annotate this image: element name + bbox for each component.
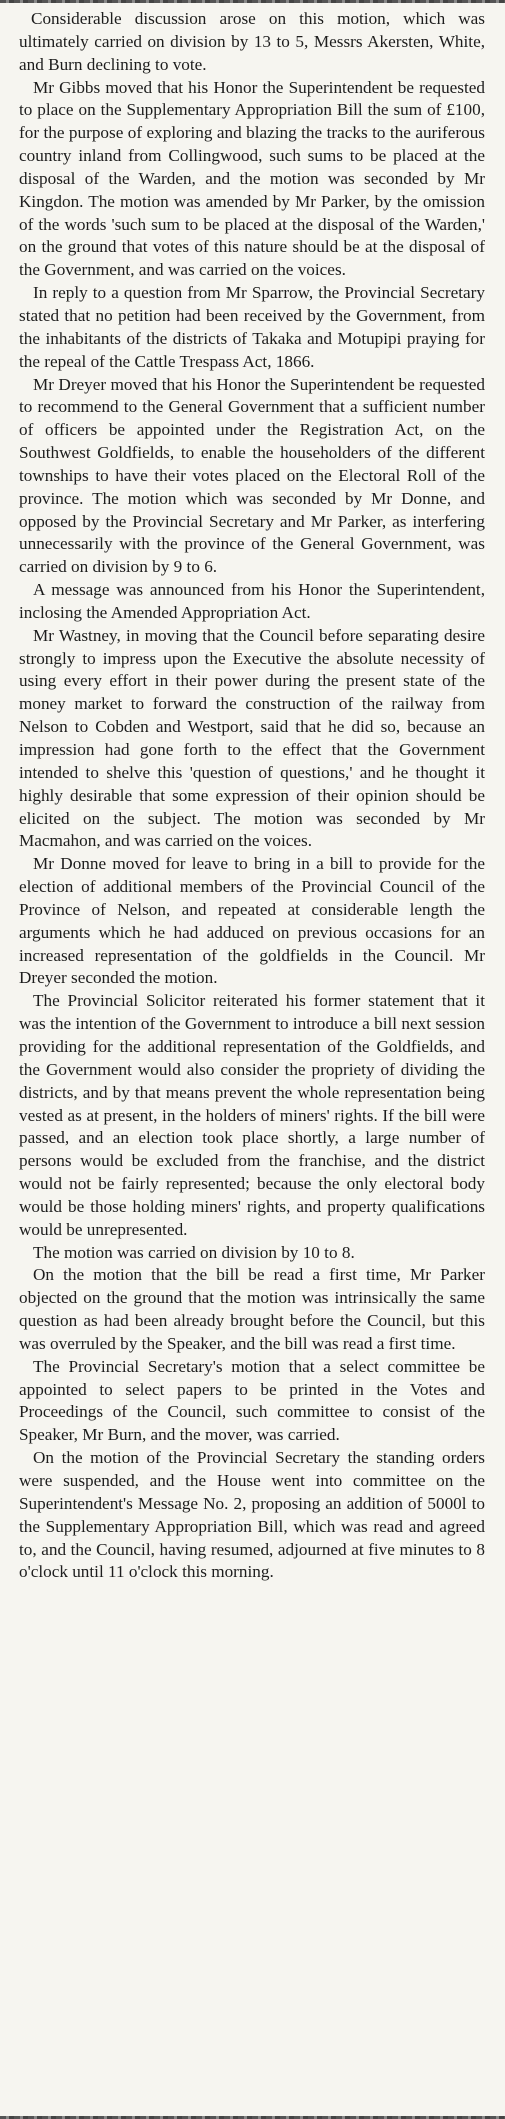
- paragraph-division-vote: Considerable discussion arose on this motion, which was ultimately carried on division by 13 to 5, Messrs Akersten, White, and Burn declining to vote.: [19, 9, 485, 74]
- paragraph-gibbs-motion: Mr Gibbs moved that his Honor the Superintendent be requested to place on the Supplementary Appropriation Bill the sum of £100, for the purpose of exploring and blazing the tracks to the auriferous country inland from Collingwood, such sums to be placed at the disposal of the Warden, and the motion was seconded by Mr Kingdon. The motion was amended by Mr Parker, by the omission of the words 'such sum to be placed at the disposal of the Warden,' on the ground that votes of this nature should be at the disposal of the Government, and was carried on the voices.: [19, 77, 485, 280]
- paragraph-adjournment: On the motion of the Provincial Secretary the standing orders were suspended, and the House went into committee on the Superintendent's Message No. 2, proposing an addition of 5000l to the Supplementary Appropriation Bill, which was read and agreed to, and the Council, having resumed, adjourned at five minutes to 8 o'clock until 11 o'clock this morning.: [19, 1448, 485, 1582]
- paragraph-select-committee: The Provincial Secretary's motion that a select committee be appointed to select papers to be printed in the Votes and Proceedings of the Council, such committee to consist of the Speaker, Mr Burn, and the mover, was carried.: [19, 1356, 485, 1445]
- paragraph-first-reading: On the motion that the bill be read a first time, Mr Parker objected on the ground that the motion was intrinsically the same question as had been already brought before the Council, but this was overruled by the Speaker, and the bill was read a first time.: [19, 1265, 485, 1353]
- paragraph-solicitor-statement: The Provincial Solicitor reiterated his former statement that it was the intention of the Government to introduce a bill next session providing for the additional representation of the Goldfields, and the Government would also consider the propriety of dividing the districts, and by that means prevent the whole representation being vested as at present, in the holders of miners' rights. If the bill were passed, and an election took place shortly, a large number of persons would be excluded from the franchise, and the district would not be fairly represented; because the only electoral body would be those holding miners' rights, and property qualifications would be unrepresented.: [19, 991, 485, 1239]
- article-column: [19, 8, 485, 1584]
- paragraph-message-announced: A message was announced from his Honor the Superintendent, inclosing the Amended Appropriation Act.: [19, 580, 485, 622]
- paragraph-dreyer-motion: Mr Dreyer moved that his Honor the Superintendent be requested to recommend to the General Government that a sufficient number of officers be appointed under the Registration Act, on the Southwest Goldfields, to enable the householders of the different townships to have their votes placed on the Electoral Roll of the province. The motion which was seconded by Mr Donne, and opposed by the Provincial Secretary and Mr Parker, as interfering unnecessarily with the province of the General Government, was carried on division by 9 to 6.: [19, 374, 485, 577]
- paragraph-division-result: The motion was carried on division by 10 to 8.: [33, 1242, 355, 1262]
- paragraph-wastney-motion: Mr Wastney, in moving that the Council before separating desire strongly to impress upon the Executive the absolute necessity of using every effort in their power during the present state of the money market to forward the construction of the railway from Nelson to Cobden and Westport, said that he did so, because an impression had gone forth to the effect that the Government intended to shelve this 'question of questions,' and he thought it highly desirable that some expression of their opinion should be elicited on the subject. The motion was seconded by Mr Macmahon, and was carried on the voices.: [19, 625, 485, 851]
- top-border-rule: [0, 0, 505, 3]
- paragraph-sparrow-question: In reply to a question from Mr Sparrow, the Provincial Secretary stated that no petition had been received by the Government, from the inhabitants of the districts of Takaka and Motupipi praying for the repeal of the Cattle Trespass Act, 1866.: [19, 283, 485, 371]
- paragraph-donne-bill: Mr Donne moved for leave to bring in a bill to provide for the election of additional members of the Provincial Council of the Province of Nelson, and repeated at considerable length the arguments which he had adduced on previous occasions for an increased representation of the goldfields in the Council. Mr Dreyer seconded the motion.: [19, 854, 485, 988]
